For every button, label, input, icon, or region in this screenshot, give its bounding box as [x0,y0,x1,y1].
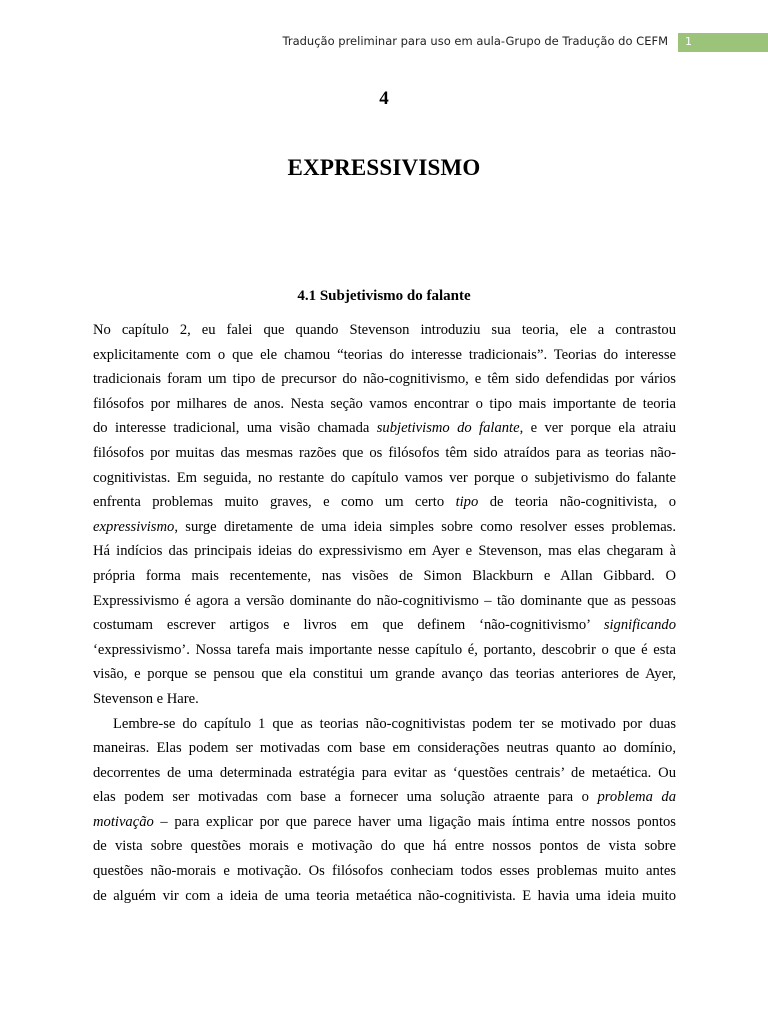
italic-run: tipo [455,494,479,511]
text-run: , surge diretamente de uma ideia simples sobre como resolver esses problemas. [174,518,676,535]
text-line: filósofos por milhares de anos. Nesta seção vamos encontrar o tipo mais importante de teoria [93,395,676,412]
text-run: enfrenta problemas muito graves, e como um certo [93,494,456,511]
page-number-badge [678,33,768,52]
italic-run: problema da [597,789,676,806]
text-line: decorrentes de uma determinada estratégia para evitar as ‘questões centrais’ de metaética. Ou [93,764,676,781]
text-run: costumam escrever artigos e livros em que definem ‘não-cognitivismo’ [93,617,604,634]
text-line: de vista sobre questões morais e motivação do que há entre nossos pontos de vista sobre [93,838,676,855]
text-line: Há indícios das principais ideias do expressivismo em Ayer e Stevenson, mas elas chegaram à [93,543,676,560]
text-line: maneiras. Elas podem ser motivadas com base em considerações neutras quanto ao domínio, [93,740,676,757]
chapter-number: 4 [379,88,389,109]
text-line [93,416,676,441]
text-line: própria forma mais recentemente, nas visões de Simon Blackburn e Allan Gibbard. O [93,567,676,584]
text-line [93,810,676,835]
page-number: 1 [685,35,692,48]
header-text: Tradução preliminar para uso em aula-Grupo de Tradução do CEFM [282,34,668,48]
text-line: ‘expressivismo’. Nossa tarefa mais importante nesse capítulo é, portanto, descobrir o que é esta [93,641,676,658]
text-line: No capítulo 2, eu falei que quando Stevenson introduziu sua teoria, ele a contrastou [93,322,676,338]
paragraph [93,318,676,712]
page-header [0,33,768,53]
text-run: do interesse tradicional, uma visão chamada [93,420,377,437]
text-line: tradicionais foram um tipo de precursor do não-cognitivismo, e têm sido defendidas por vários [93,371,676,388]
text-line [93,490,676,515]
text-line: cognitivistas. Em seguida, no restante do capítulo vamos ver porque o subjetivismo do falante [93,469,676,486]
italic-run: subjetivismo do falante [376,420,520,437]
text-line: filósofos por muitas das mesmas razões que os filósofos têm sido atraídos para as teorias não- [93,444,676,461]
text-run: – para explicar por que parece haver uma ligação mais íntima entre nossos pontos [153,813,676,830]
text-line: Stevenson e Hare. [93,690,199,707]
italic-run: motivação [93,813,154,830]
paragraph [93,712,676,909]
text-run: , e ver porque ela atraiu [519,420,676,437]
text-line: de alguém vir com a ideia de uma teoria metaética não-cognitivista. E havia uma ideia muito [93,887,676,904]
body-text [93,318,676,908]
text-line: Lembre-se do capítulo 1 que as teorias não-cognitivistas podem ter se motivado por duas [113,715,676,732]
text-line: questões não-morais e motivação. Os filósofos conheciam todos esses problemas muito antes [93,863,676,880]
text-line [93,515,676,540]
text-line: Expressivismo é agora a versão dominante do não-cognitivismo – tão dominante que as pessoas [93,592,676,609]
text-line [93,785,676,810]
text-run: de teoria não-cognitivista, o [478,494,676,511]
italic-run: significando [603,617,676,634]
text-run: elas podem ser motivadas com base a fornecer uma solução atraente para o [93,789,598,806]
italic-run: expressivismo [93,518,175,535]
text-line [93,613,676,638]
chapter-title: EXPRESSIVISMO [287,155,481,180]
text-line: visão, e porque se pensou que ela constitui um grande avanço das teorias anteriores de Ayer, [93,666,676,683]
section-title: 4.1 Subjetivismo do falante [297,288,471,304]
text-line: explicitamente com o que ele chamou “teorias do interesse tradicionais”. Teorias do interesse [93,346,676,363]
